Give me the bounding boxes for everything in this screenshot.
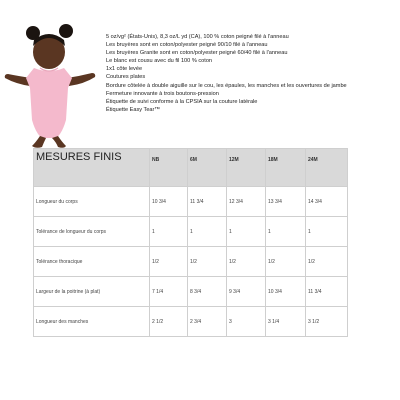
table-cell: 11 3/4: [306, 277, 348, 307]
table-cell: 9 3/4: [227, 277, 266, 307]
table-cell: 3: [227, 307, 266, 337]
size-header: 12M: [227, 149, 266, 187]
table-cell: 1: [188, 217, 227, 247]
table-cell: 12 3/4: [227, 187, 266, 217]
table-cell: 1/2: [306, 247, 348, 277]
table-cell: 3 1/2: [306, 307, 348, 337]
table-row: [34, 277, 348, 307]
table-cell: 1: [227, 217, 266, 247]
feature-item: Fermeture innovante à trois boutons-pression: [106, 90, 219, 97]
size-header: 18M: [266, 149, 306, 187]
table-cell: 10 3/4: [150, 187, 188, 217]
table-title: MESURES FINIS: [34, 149, 150, 187]
row-label: Longueur du corps: [34, 187, 150, 217]
table-cell: 8 3/4: [188, 277, 227, 307]
table-cell: 1/2: [188, 247, 227, 277]
table-cell: 2 3/4: [188, 307, 227, 337]
table-cell: 1: [266, 217, 306, 247]
feature-item: Les bruyères sont en coton/polyester peigné 90/10 filé à l'anneau: [106, 42, 268, 49]
table-header-row: [34, 149, 348, 187]
feature-item: Coutures plates: [106, 74, 146, 81]
right-leg: [52, 136, 66, 148]
table-cell: 1/2: [150, 247, 188, 277]
left-leg: [32, 136, 46, 148]
pink-bodysuit: [26, 68, 72, 138]
table-cell: 1/2: [266, 247, 306, 277]
table-row: [34, 307, 348, 337]
size-header: 24M: [306, 149, 348, 187]
hair-puff-right: [59, 24, 73, 38]
feature-item: 1x1 côte levée: [106, 66, 143, 73]
feature-list: [106, 33, 347, 114]
table-cell: 10 3/4: [266, 277, 306, 307]
table-cell: 1: [150, 217, 188, 247]
table-cell: 7 1/4: [150, 277, 188, 307]
row-label: Longueur des manches: [34, 307, 150, 337]
size-header: NB: [150, 149, 188, 187]
feature-item: Étiquette Easy Tear™: [106, 106, 160, 113]
table-cell: 13 3/4: [266, 187, 306, 217]
feature-item: Étiquette de suivi conforme à la CPSIA sur la couture latérale: [106, 98, 258, 105]
table-row: [34, 187, 348, 217]
row-label: Largeur de la poitrine (à plat): [34, 277, 150, 307]
product-photo: [0, 0, 104, 150]
table-row: [34, 247, 348, 277]
feature-item: 5 oz/vg² (États-Unis), 8,3 oz/L yd (CA), 100 % coton peigné filé à l'anneau: [106, 34, 289, 40]
feature-item: Le blanc est cousu avec du fil 100 % coton: [106, 58, 213, 65]
feature-item: Les bruyères Granite sont en coton/polyester peigné 60/40 filé à l'anneau: [106, 50, 288, 57]
row-label: Tolérance de longueur du corps: [34, 217, 150, 247]
table-cell: 2 1/2: [150, 307, 188, 337]
feature-item: Bordure côtelée à double aiguille sur le cou, les épaules, les manches et les ouvertures de jambe: [106, 82, 347, 89]
table-cell: 1/2: [227, 247, 266, 277]
row-label: Tolérance thoracique: [34, 247, 150, 277]
table-cell: 1: [306, 217, 348, 247]
table-cell: 3 1/4: [266, 307, 306, 337]
table-cell: 14 3/4: [306, 187, 348, 217]
size-header: 6M: [188, 149, 227, 187]
size-chart-table: [33, 148, 348, 337]
table-row: [34, 217, 348, 247]
table-cell: 11 3/4: [188, 187, 227, 217]
